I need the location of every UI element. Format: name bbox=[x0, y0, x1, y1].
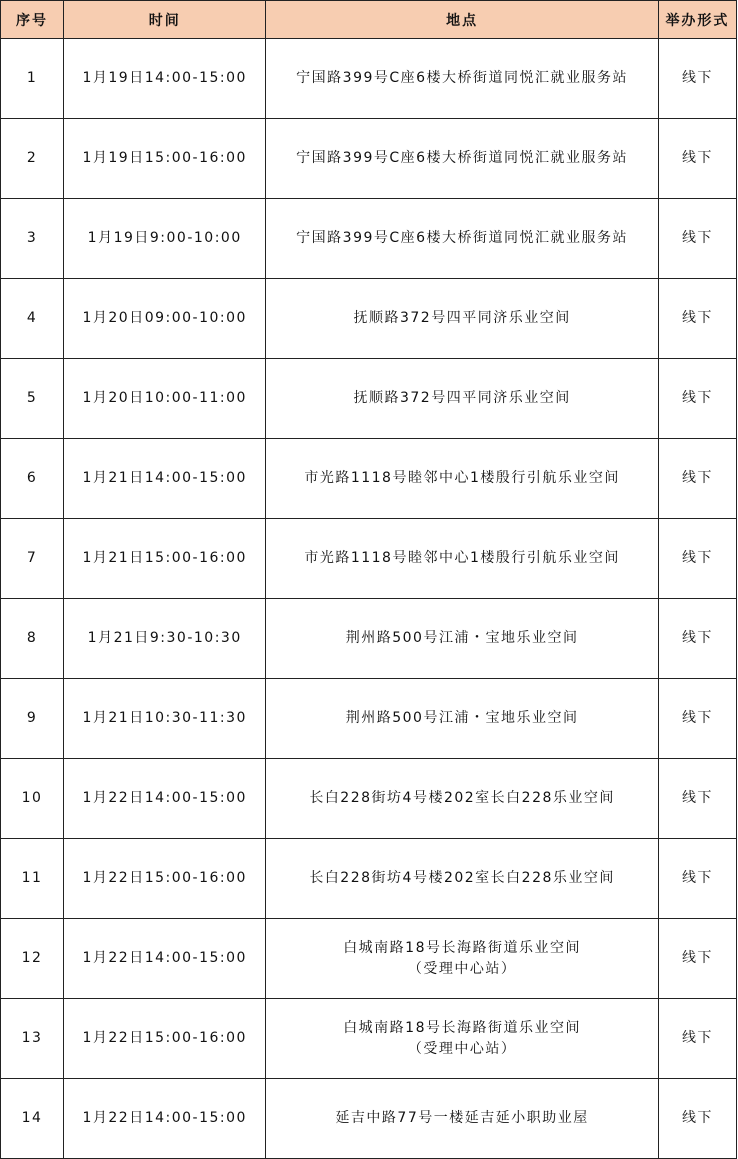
table-row bbox=[1, 39, 737, 119]
cell-location bbox=[266, 679, 659, 759]
cell-time: 1月20日10:00-11:00 bbox=[64, 359, 266, 439]
cell-location bbox=[266, 359, 659, 439]
table-row bbox=[1, 1079, 737, 1159]
cell-time: 1月19日14:00-15:00 bbox=[64, 39, 266, 119]
cell-location bbox=[266, 999, 659, 1079]
cell-time: 1月19日15:00-16:00 bbox=[64, 119, 266, 199]
table-body bbox=[1, 39, 737, 1159]
table-row bbox=[1, 199, 737, 279]
location-line: 宁国路399号C座6楼大桥街道同悦汇就业服务站 bbox=[296, 230, 629, 246]
location-line: 荆州路500号江浦・宝地乐业空间 bbox=[345, 710, 579, 726]
cell-time: 1月20日09:00-10:00 bbox=[64, 279, 266, 359]
cell-form: 线下 bbox=[658, 759, 736, 839]
cell-time: 1月19日9:00-10:00 bbox=[64, 199, 266, 279]
location-line: 宁国路399号C座6楼大桥街道同悦汇就业服务站 bbox=[296, 70, 629, 86]
location-line: 抚顺路372号四平同济乐业空间 bbox=[353, 390, 571, 406]
cell-time: 1月21日15:00-16:00 bbox=[64, 519, 266, 599]
cell-location bbox=[266, 519, 659, 599]
cell-form: 线下 bbox=[658, 1079, 736, 1159]
cell-index: 9 bbox=[1, 679, 64, 759]
cell-time: 1月22日14:00-15:00 bbox=[64, 1079, 266, 1159]
cell-time: 1月21日9:30-10:30 bbox=[64, 599, 266, 679]
location-line: 市光路1118号睦邻中心1楼殷行引航乐业空间 bbox=[304, 470, 620, 486]
cell-form: 线下 bbox=[658, 839, 736, 919]
cell-time: 1月21日10:30-11:30 bbox=[64, 679, 266, 759]
cell-form: 线下 bbox=[658, 279, 736, 359]
location-line: 白城南路18号长海路街道乐业空间 bbox=[343, 1019, 582, 1036]
location-line: 宁国路399号C座6楼大桥街道同悦汇就业服务站 bbox=[296, 150, 629, 166]
cell-form: 线下 bbox=[658, 679, 736, 759]
cell-location bbox=[266, 839, 659, 919]
location-line: 长白228街坊4号楼202室长白228乐业空间 bbox=[309, 870, 615, 886]
cell-index: 2 bbox=[1, 119, 64, 199]
cell-location bbox=[266, 439, 659, 519]
cell-index: 8 bbox=[1, 599, 64, 679]
cell-index: 3 bbox=[1, 199, 64, 279]
cell-form: 线下 bbox=[658, 439, 736, 519]
cell-location bbox=[266, 279, 659, 359]
cell-location bbox=[266, 759, 659, 839]
cell-form: 线下 bbox=[658, 359, 736, 439]
cell-location bbox=[266, 1079, 659, 1159]
cell-form: 线下 bbox=[658, 39, 736, 119]
table-header-row bbox=[1, 1, 737, 39]
cell-form: 线下 bbox=[658, 519, 736, 599]
cell-index: 5 bbox=[1, 359, 64, 439]
cell-location bbox=[266, 919, 659, 999]
table-row bbox=[1, 119, 737, 199]
table-row bbox=[1, 519, 737, 599]
location-line: 荆州路500号江浦・宝地乐业空间 bbox=[345, 630, 579, 646]
cell-form: 线下 bbox=[658, 999, 736, 1079]
cell-time: 1月22日15:00-16:00 bbox=[64, 839, 266, 919]
location-line: 市光路1118号睦邻中心1楼殷行引航乐业空间 bbox=[304, 550, 620, 566]
cell-time: 1月22日14:00-15:00 bbox=[64, 759, 266, 839]
cell-index: 12 bbox=[1, 919, 64, 999]
location-line: 抚顺路372号四平同济乐业空间 bbox=[353, 310, 571, 326]
header-form: 举办形式 bbox=[658, 1, 736, 39]
table-row bbox=[1, 919, 737, 999]
cell-time: 1月22日15:00-16:00 bbox=[64, 999, 266, 1079]
cell-form: 线下 bbox=[658, 199, 736, 279]
location-line: 延吉中路77号一楼延吉延小职助业屋 bbox=[335, 1110, 589, 1126]
cell-index: 1 bbox=[1, 39, 64, 119]
table-row bbox=[1, 839, 737, 919]
table-row bbox=[1, 439, 737, 519]
cell-time: 1月22日14:00-15:00 bbox=[64, 919, 266, 999]
cell-location bbox=[266, 199, 659, 279]
cell-form: 线下 bbox=[658, 119, 736, 199]
table-row bbox=[1, 999, 737, 1079]
cell-form: 线下 bbox=[658, 599, 736, 679]
cell-time: 1月21日14:00-15:00 bbox=[64, 439, 266, 519]
table-row bbox=[1, 279, 737, 359]
cell-index: 14 bbox=[1, 1079, 64, 1159]
location-line-sub: （受理中心站） bbox=[407, 1040, 517, 1057]
table-row bbox=[1, 759, 737, 839]
cell-location bbox=[266, 119, 659, 199]
header-index: 序号 bbox=[1, 1, 64, 39]
cell-index: 11 bbox=[1, 839, 64, 919]
table-row bbox=[1, 599, 737, 679]
cell-index: 4 bbox=[1, 279, 64, 359]
cell-location bbox=[266, 599, 659, 679]
table-row bbox=[1, 679, 737, 759]
table-row bbox=[1, 359, 737, 439]
cell-index: 7 bbox=[1, 519, 64, 599]
location-line-sub: （受理中心站） bbox=[407, 960, 517, 977]
cell-index: 6 bbox=[1, 439, 64, 519]
header-location: 地点 bbox=[266, 1, 659, 39]
cell-form: 线下 bbox=[658, 919, 736, 999]
cell-index: 13 bbox=[1, 999, 64, 1079]
location-line: 长白228街坊4号楼202室长白228乐业空间 bbox=[309, 790, 615, 806]
cell-location bbox=[266, 39, 659, 119]
cell-index: 10 bbox=[1, 759, 64, 839]
location-line: 白城南路18号长海路街道乐业空间 bbox=[343, 939, 582, 956]
header-time: 时间 bbox=[64, 1, 266, 39]
